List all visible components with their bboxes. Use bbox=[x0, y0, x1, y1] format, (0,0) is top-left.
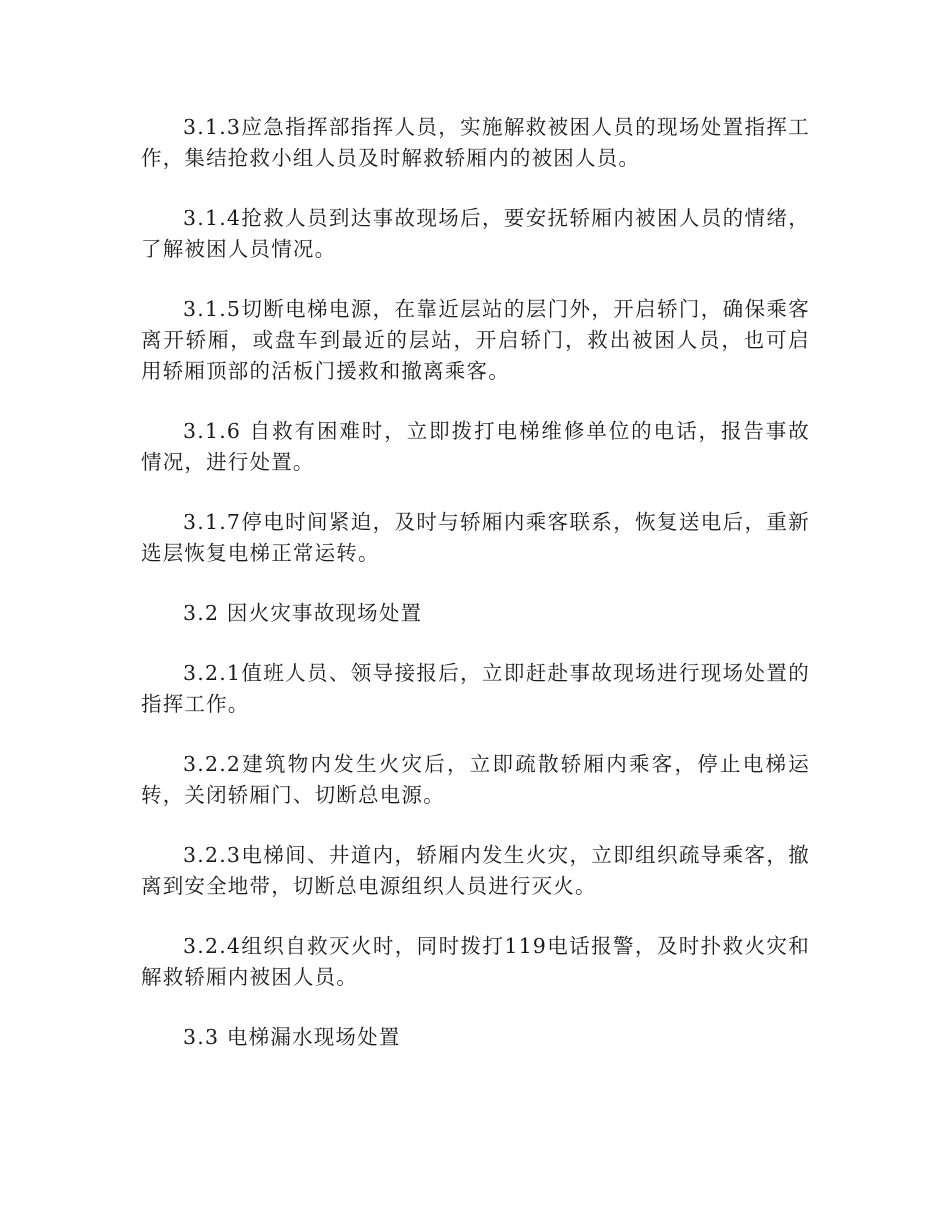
paragraph-3-1-6: 3.1.6 自救有困难时，立即拨打电梯维修单位的电话，报告事故情况，进行处置。 bbox=[141, 419, 810, 474]
paragraph-3-1-7: 3.1.7停电时间紧迫，及时与轿厢内乘客联系，恢复送电后，重新选层恢复电梯正常运转。 bbox=[141, 510, 810, 565]
section-heading-3-2: 3.2 因火灾事故现场处置 bbox=[183, 601, 423, 625]
paragraph-3-2-2: 3.2.2建筑物内发生火灾后，立即疏散轿厢内乘客，停止电梯运转，关闭轿厢门、切断总电源。 bbox=[141, 752, 810, 807]
paragraph-3-1-5: 3.1.5切断电梯电源，在靠近层站的层门外，开启轿门，确保乘客离开轿厢，或盘车到最近的层站，开启轿门，救出被困人员，也可启用轿厢顶部的活板门援救和撤离乘客。 bbox=[141, 297, 810, 383]
paragraph-3-2-4: 3.2.4组织自救灭火时，同时拨打119电话报警，及时扑救火灾和解救轿厢内被困人员。 bbox=[141, 934, 810, 989]
document-body bbox=[141, 112, 810, 1082]
paragraph-3-1-3: 3.1.3应急指挥部指挥人员，实施解救被困人员的现场处置指挥工作，集结抢救小组人员及时解救轿厢内的被困人员。 bbox=[141, 115, 810, 170]
paragraph-3-2-3: 3.2.3电梯间、井道内，轿厢内发生火灾，立即组织疏导乘客，撤离到安全地带，切断总电源组织人员进行灭火。 bbox=[141, 843, 810, 898]
paragraph-3-2-1: 3.2.1值班人员、领导接报后，立即赶赴事故现场进行现场处置的指挥工作。 bbox=[141, 661, 810, 716]
paragraph-3-1-4: 3.1.4抢救人员到达事故现场后，要安抚轿厢内被困人员的情绪，了解被困人员情况。 bbox=[141, 206, 810, 261]
section-heading-3-3: 3.3 电梯漏水现场处置 bbox=[183, 1025, 401, 1049]
